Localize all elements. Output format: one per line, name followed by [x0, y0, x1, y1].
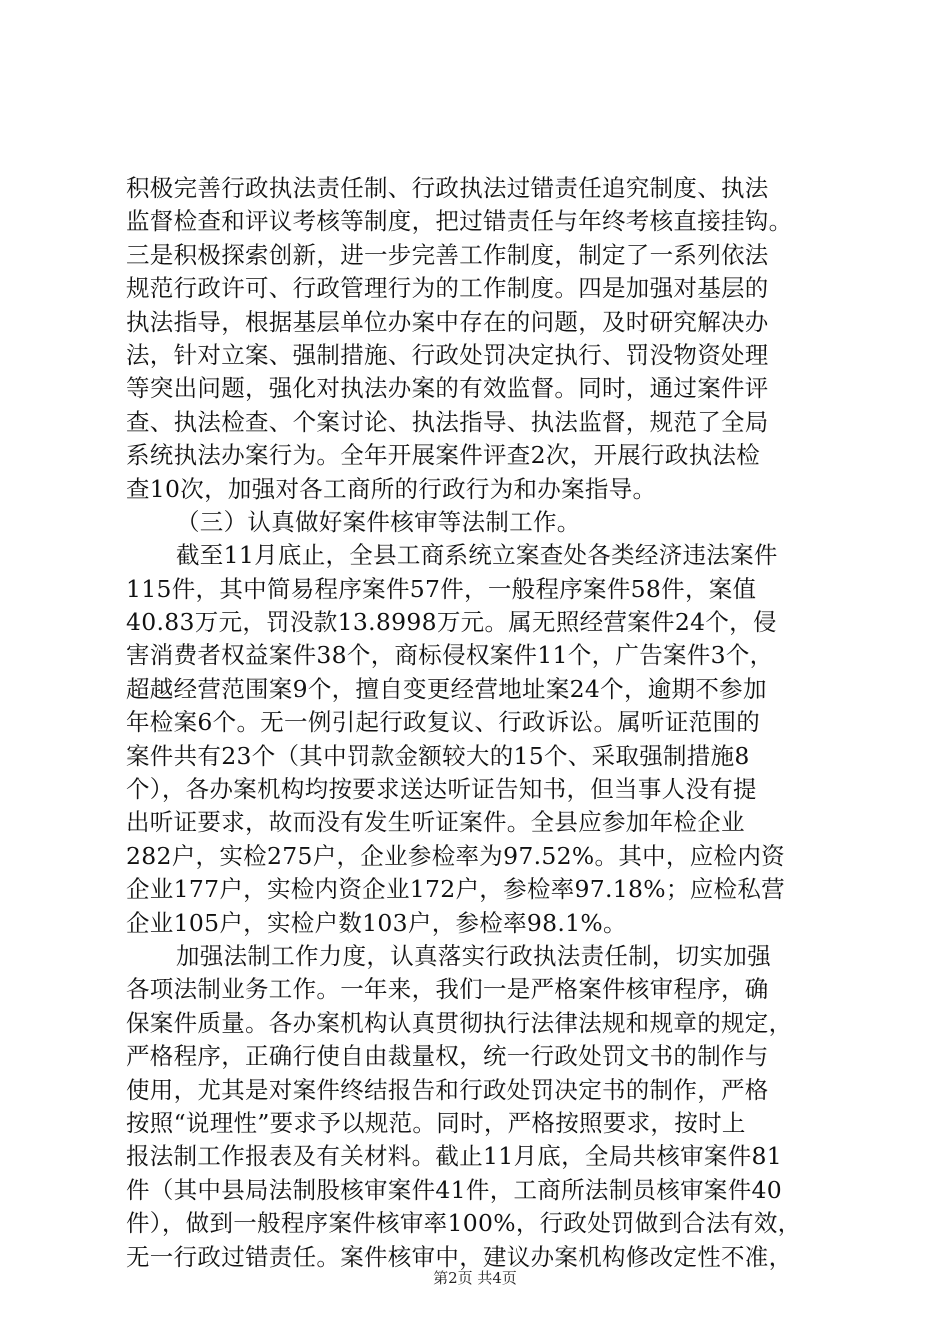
text-line: 企业105户，实检户数103户，参检率98.1%。 — [126, 908, 627, 937]
text-line: 115件，其中简易程序案件57件，一般程序案件58件，案值 — [126, 574, 757, 603]
text-line: 规范行政许可、行政管理行为的工作制度。四是加强对基层的 — [126, 274, 769, 303]
text-line: 使用，尤其是对案件终结报告和行政处罚决定书的制作，严格 — [126, 1075, 769, 1104]
text-line: 出听证要求，故而没有发生听证案件。全县应参加年检企业 — [126, 808, 745, 837]
text-line: 报法制工作报表及有关材料。截止11月底，全局共核审案件81 — [126, 1142, 783, 1171]
text-line: 无一行政过错责任。案件核审中，建议办案机构修改定性不准， — [126, 1242, 793, 1271]
text-line: 保案件质量。各办案机构认真贯彻执行法律法规和规章的规定， — [126, 1008, 793, 1037]
text-line: 严格程序，正确行使自由裁量权，统一行政处罚文书的制作与 — [126, 1042, 769, 1071]
text-line: 监督检查和评议考核等制度，把过错责任与年终考核直接挂钩。 — [126, 207, 793, 236]
text-line: 查、执法检查、个案讨论、执法指导、执法监督，规范了全局 — [126, 407, 769, 436]
text-line: 案件共有23个（其中罚款金额较大的15个、采取强制措施8 — [126, 741, 750, 770]
text-line: 执法指导，根据基层单位办案中存在的问题，及时研究解决办 — [126, 307, 769, 336]
text-line: 件（其中县局法制股核审案件41件，工商所法制员核审案件40 — [126, 1175, 783, 1204]
text-line: 40.83万元，罚没款13.8998万元。属无照经营案件24个，侵 — [126, 608, 777, 637]
text-line: 按照“说理性”要求予以规范。同时，严格按照要求，按时上 — [126, 1108, 746, 1137]
text-line: 害消费者权益案件38个，商标侵权案件11个，广告案件3个， — [126, 641, 774, 670]
text-line: 等突出问题，强化对执法办案的有效监督。同时，通过案件评 — [126, 374, 769, 403]
text-line: 282户，实检275户，企业参检率为97.52%。其中，应检内资 — [126, 841, 785, 870]
paragraph-start: 截至11月底止，全县工商系统立案查处各类经济违法案件 — [176, 541, 778, 570]
text-line: 企业177户，实检内资企业172户，参检率97.18%；应检私营 — [126, 875, 785, 904]
page-footer: 第2页 共4页 — [433, 1269, 517, 1287]
text-line: 个），各办案机构均按要求送达听证告知书，但当事人没有提 — [126, 775, 757, 804]
section-heading: （三）认真做好案件核审等法制工作。 — [176, 507, 581, 536]
text-line: 年检案6个。无一例引起行政复议、行政诉讼。属听证范围的 — [126, 708, 761, 737]
text-line: 件），做到一般程序案件核审率100%，行政处罚做到合法有效， — [126, 1209, 802, 1238]
body-text — [126, 172, 840, 1274]
text-line: 超越经营范围案9个，擅自变更经营地址案24个，逾期不参加 — [126, 674, 767, 703]
text-line: 各项法制业务工作。一年来，我们一是严格案件核审程序，确 — [126, 975, 769, 1004]
text-line: 查10次，加强对各工商所的行政行为和办案指导。 — [126, 474, 657, 503]
text-line: 法，针对立案、强制措施、行政处罚决定执行、罚没物资处理 — [126, 340, 769, 369]
paragraph-start: 加强法制工作力度，认真落实行政执法责任制，切实加强 — [176, 941, 771, 970]
text-line: 系统执法办案行为。全年开展案件评查2次，开展行政执法检 — [126, 441, 761, 470]
text-line: 三是积极探索创新，进一步完善工作制度，制定了一系列依法 — [126, 240, 769, 269]
text-line: 积极完善行政执法责任制、行政执法过错责任追究制度、执法 — [126, 174, 769, 202]
